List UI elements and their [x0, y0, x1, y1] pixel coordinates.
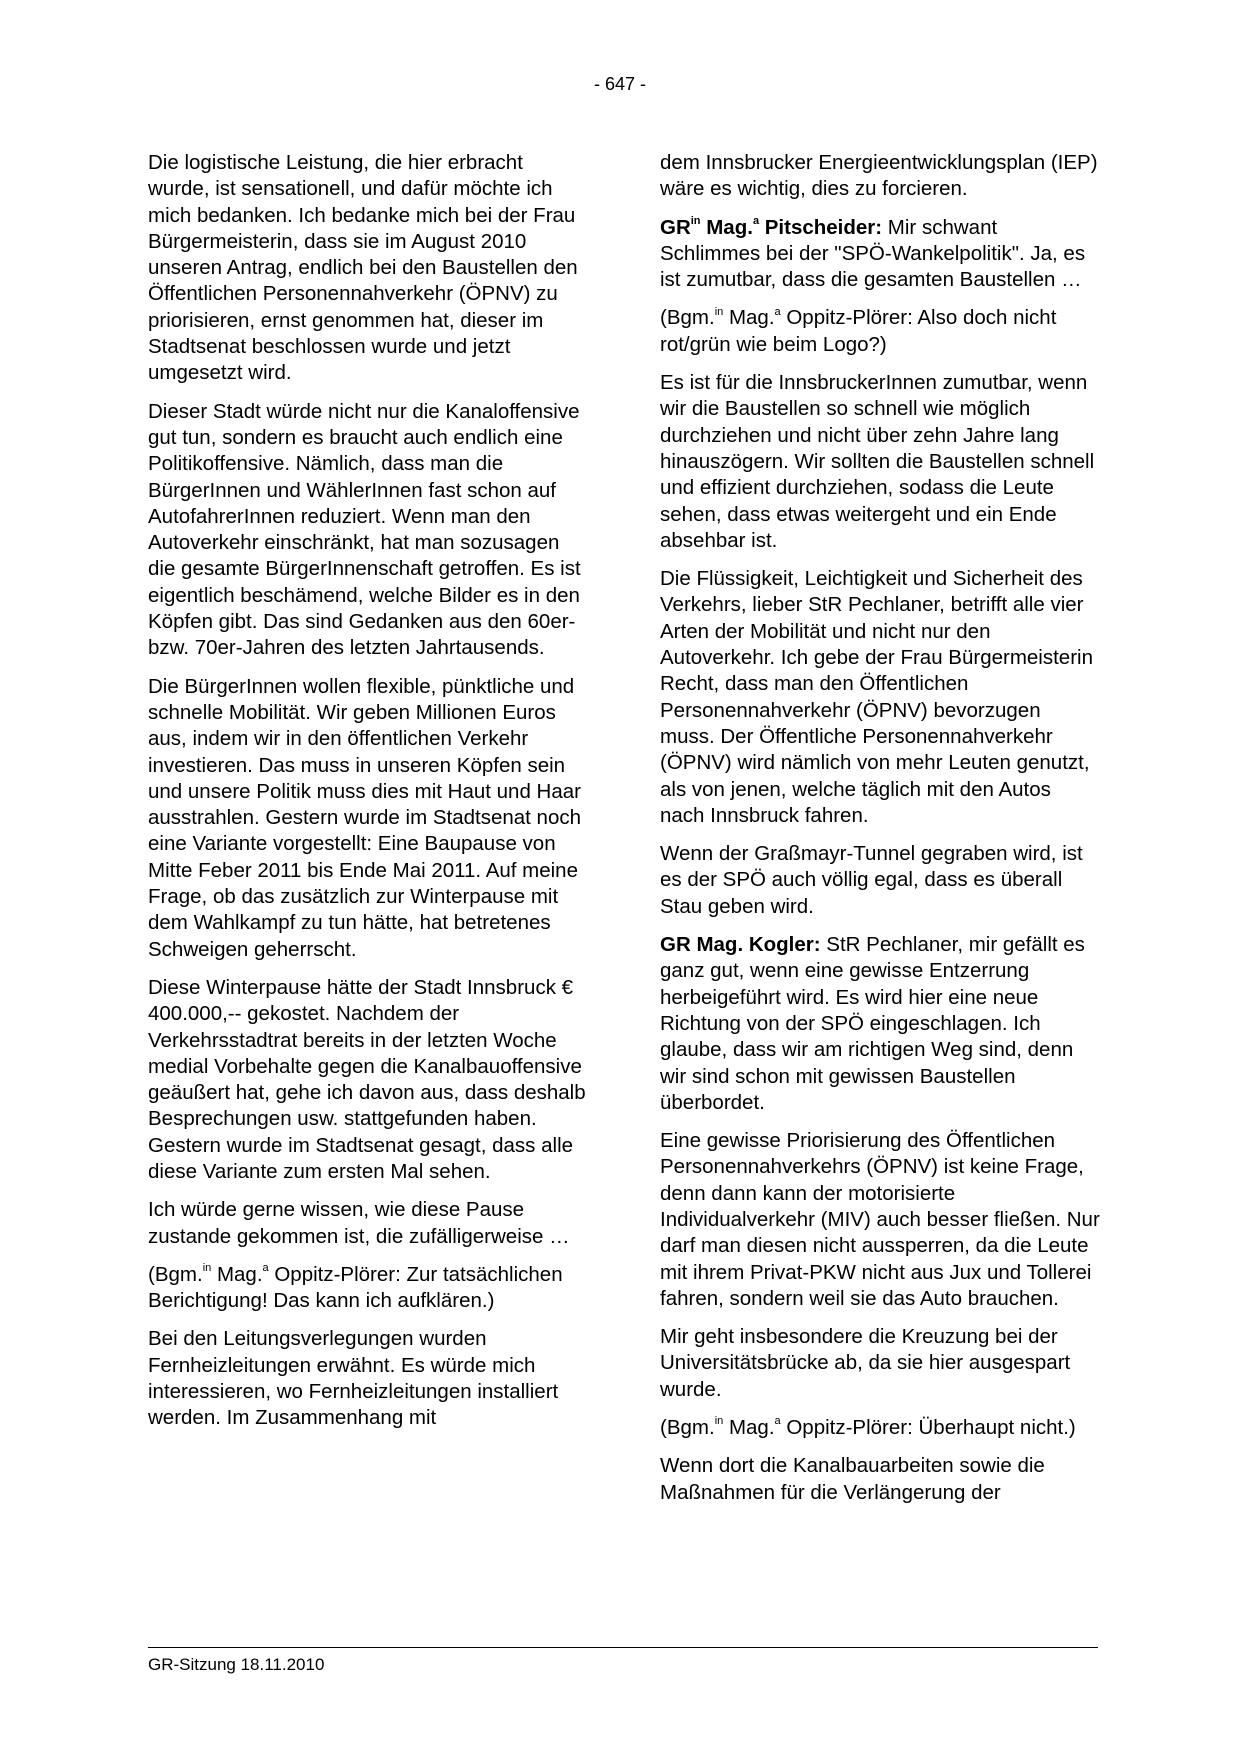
interjection-title: Mag.	[723, 306, 775, 330]
speaker-name: $GR^{in}$ Mag.$^a$ Pitscheider:	[660, 214, 883, 239]
paragraph: Diese Winterpause hätte der Stadt Innsbruck € 400.000,-- gekostet. Nachdem der Verkehrsstadtrat bereits in der letzten Woche medial Vorbehalte gegen die Kanalbauoffensive geäußert hat, gehe ich davon aus, dass deshalb Besprechungen usw. stattgefunden haben. Gestern wurde im Stadtsenat gesagt, dass alle diese Variante zum ersten Mal sehen.	[148, 975, 586, 1183]
paragraph: Es ist für die InnsbruckerInnen zumutbar, wenn wir die Baustellen so schnell wie möglich durchziehen und nicht über zehn Jahre lang hinauszögern. Wir sollten die Baustellen schnell und effizient durchziehen, sodass die Leute sehen, dass etwas weitergeht und ein Ende absehbar ist.	[660, 371, 1095, 552]
speech-text: StR Pechlaner, mir gefällt es ganz gut, wenn eine gewisse Entzerrung herbeigeführt wird. Es wird hier eine neue Richtung von der SPÖ eingeschlagen. Ich glaube, dass wir am richtigen Weg sind, denn wir sind schon mit gewissen Baustellen überbordet.	[660, 933, 1085, 1114]
interjection-title: Mag.	[723, 1416, 775, 1440]
paragraph: Die Flüssigkeit, Leichtigkeit und Sicherheit des Verkehrs, lieber StR Pechlaner, betrifft alle vier Arten der Mobilität und nicht nur den Autoverkehr. Ich gebe der Frau Bürgermeisterin Recht, dass man den Öffentlichen Personennahverkehr (ÖPNV) bevorzugen muss. Der Öffentliche Personennahverkehr (ÖPNV) wird nämlich von mehr Leuten genutzt, als von jenen, welche täglich mit den Autos nach Innsbruck fahren.	[660, 567, 1093, 827]
interjection-text: Oppitz-Plörer: Überhaupt nicht.)	[780, 1416, 1076, 1440]
title-suffix: in	[202, 1262, 212, 1275]
footer-session-label: GR-Sitzung 18.11.2010	[148, 1655, 325, 1674]
speech-text: Mir schwant Schlimmes bei der "SPÖ-Wankelpolitik". Ja, es ist zumutbar, dass die gesamten Baustellen …	[660, 215, 1086, 292]
title-suffix: in	[714, 1415, 724, 1428]
paragraph: Ich würde gerne wissen, wie diese Pause zustande gekommen ist, die zufälligerweise …	[148, 1198, 570, 1248]
title-suffix: a	[774, 305, 781, 318]
paragraph: Mir geht insbesondere die Kreuzung bei der Universitätsbrücke ab, da sie hier ausgespart wurde.	[660, 1325, 1071, 1401]
paragraph: Wenn der Graßmayr-Tunnel gegraben wird, ist es der SPÖ auch völlig egal, dass es überall Stau geben wird.	[660, 842, 1083, 918]
title-suffix: a	[262, 1262, 269, 1275]
paragraph: Eine gewisse Priorisierung des Öffentlichen Personennahverkehrs (ÖPNV) ist keine Frage, denn dann kann der motorisierte Individualverkehr (MIV) auch besser fließen. Nur darf man diesen nicht aussperren, da die Leute mit ihrem Privat-PKW nicht aus Jux und Tollerei fahren, sondern weil sie das Auto brauchen.	[660, 1129, 1100, 1310]
speaker-name: GR Mag. Kogler:	[660, 933, 821, 957]
paragraph: Dieser Stadt würde nicht nur die Kanaloffensive gut tun, sondern es braucht auch endlich eine Politikoffensive. Nämlich, dass man die BürgerInnen und WählerInnen fast schon auf AutofahrerInnen reduziert. Wenn man den Autoverkehr einschränkt, hat man sozusagen die gesamte BürgerInnenschaft getroffen. Es ist eigentlich beschämend, welche Bilder es in den Köpfen gibt. Das sind Gedanken aus den 60er- bzw. 70er-Jahren des letzten Jahrtausends.	[148, 399, 581, 660]
interjection	[660, 1415, 1100, 1441]
interjection-text: Oppitz-Plörer: Zur tatsächlichen Berichtigung! Das kann ich aufklären.)	[148, 1262, 563, 1313]
footer-divider	[148, 1647, 1098, 1648]
right-column	[660, 150, 1100, 1518]
paragraph: Die logistische Leistung, die hier erbracht wurde, ist sensationell, und dafür möchte ich mich bedanken. Ich bedanke mich bei der Frau Bürgermeisterin, dass sie im August 2010 unseren Antrag, endlich bei den Baustellen den Öffentlichen Personennahverkehr (ÖPNV) zu priorisieren, ernst genommen hat, dieser im Stadtsenat beschlossen wurde und jetzt umgesetzt wird.	[148, 151, 578, 385]
interjection-title: Mag.	[211, 1262, 263, 1286]
paragraph: dem Innsbrucker Energieentwicklungsplan (IEP) wäre es wichtig, dies zu forcieren.	[660, 151, 1098, 201]
interjection-title: (Bgm.	[148, 1262, 203, 1286]
paragraph: Die BürgerInnen wollen flexible, pünktliche und schnelle Mobilität. Wir geben Millionen Euros aus, indem wir in den öffentlichen Verkehr investieren. Das muss in unseren Köpfen sein und unsere Politik muss dies mit Haut und Haar ausstrahlen. Gestern wurde im Stadtsenat noch eine Variante vorgestellt: Eine Baupause von Mitte Feber 2011 bis Ende Mai 2011. Auf meine Frage, ob das zusätzlich zur Winterpause mit dem Wahlkampf zu tun hätte, hat betretenes Schweigen geherrscht.	[148, 674, 582, 961]
title-suffix: in	[714, 305, 724, 318]
paragraph: Wenn dort die Kanalbauarbeiten sowie die Maßnahmen für die Verlängerung der	[660, 1454, 1045, 1504]
left-column	[148, 150, 588, 1444]
interjection-title: (Bgm.	[660, 1416, 715, 1440]
title-suffix: a	[774, 1415, 781, 1428]
interjection-title: (Bgm.	[660, 306, 715, 330]
interjection-text: Oppitz-Plörer: Also doch nicht rot/grün wie beim Logo?)	[660, 306, 1057, 356]
interjection	[148, 1262, 588, 1315]
interjection	[660, 305, 1100, 358]
paragraph: Bei den Leitungsverlegungen wurden Fernheizleitungen erwähnt. Es würde mich interessieren, wo Fernheizleitungen installiert werden. Im Zusammenhang mit	[148, 1327, 559, 1430]
speech	[660, 932, 1100, 1116]
page-number: - 647 -	[593, 74, 647, 94]
speech	[660, 215, 1100, 294]
